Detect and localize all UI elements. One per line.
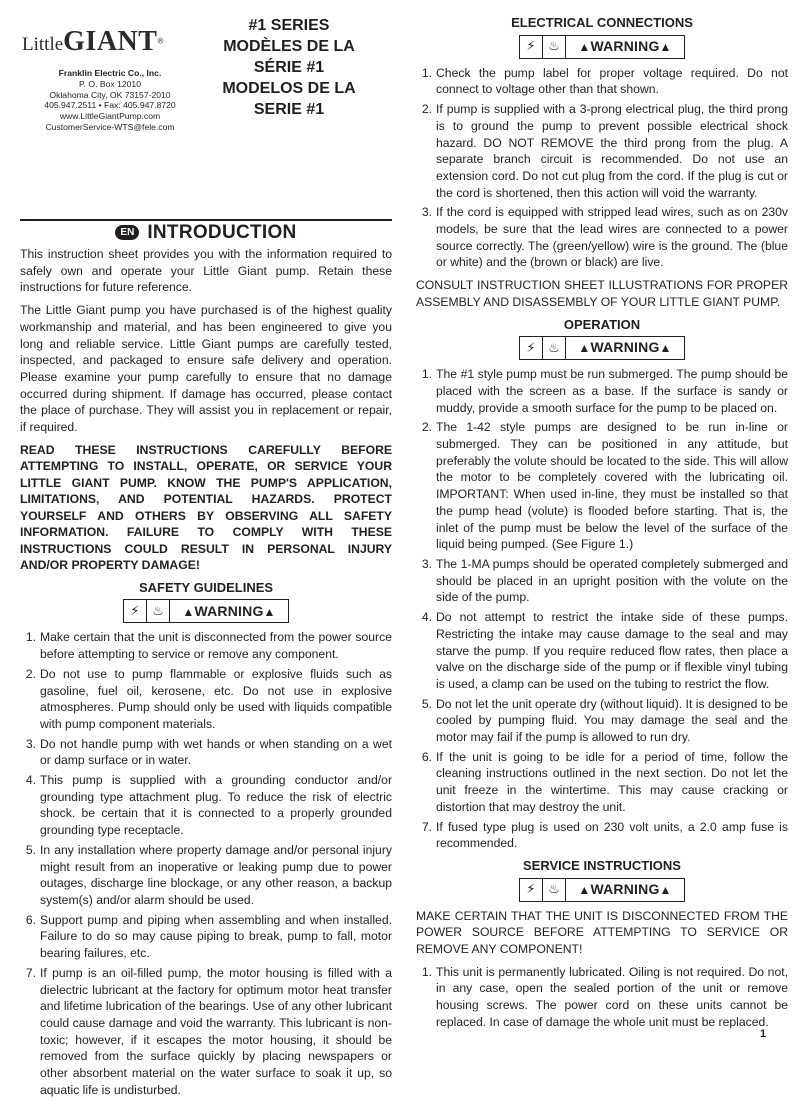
alert-triangle-icon: ▲	[659, 39, 672, 54]
service-warning-box	[519, 878, 685, 902]
service-instructions-title: SERVICE INSTRUCTIONS	[523, 857, 681, 873]
operation-title: OPERATION	[563, 316, 641, 332]
alert-triangle-icon: ▲	[578, 882, 591, 897]
safety-list	[20, 629, 392, 1098]
electric-shock-icon: ⚡	[124, 600, 147, 622]
address-web: www.LittleGiantPump.com	[59, 111, 161, 122]
alert-triangle-icon: ▲	[182, 604, 195, 619]
logo-giant: GIANT	[63, 26, 158, 57]
safety-guidelines-title: SAFETY GUIDELINES	[138, 579, 274, 595]
series-fr: MODÈLES DE LA SÉRIE #1	[223, 38, 355, 76]
service-notice: MAKE CERTAIN THAT THE UNIT IS DISCONNECTED FROM THE POWER SOURCE BEFORE ATTEMPTING TO SERVICE OR REMOVE ANY COMPONENT!	[416, 908, 788, 957]
warning-label: WARNING	[194, 602, 264, 619]
logo-little: Little	[22, 34, 64, 55]
warning-label: WARNING	[590, 37, 660, 54]
electrical-connections-title: ELECTRICAL CONNECTIONS	[511, 15, 693, 30]
list-item: 7. If pump is an oil-filled pump, the motor housing is filled with a dielectric lubricant at the factory for optimum motor heat transfer and lifetime lubrication of the bearings. Use of any other lubricant could cause damage and void the warranty. This lubricant is non-toxic; however, if it escapes the motor housing, it should be removed from the surface quickly by placing newspapers or other absorbent material on the water surface to soak it up, so aquatic life is undisturbed.	[25, 965, 392, 1097]
introduction-heading	[20, 219, 392, 244]
alert-triangle-icon: ▲	[578, 39, 591, 54]
list-item: 5. In any installation where property damage and/or personal injury might result from an inoperative or leaking pump due to power outages, discharge line blockage, or any other reason, a backup system(s) and/or alarm should be used.	[25, 842, 392, 907]
list-item: 4. This pump is supplied with a grounding conductor and/or grounding type attachment plug. To reduce the risk of electric shock. be certain that it is connected to a properly grounded grounding type receptacle.	[25, 773, 392, 838]
list-item: 6. Support pump and piping when assembling and when installed. Failure to do so may cause piping to break, pump to fall, motor bearing failures, etc.	[25, 912, 392, 961]
list-item: 3. The 1-MA pumps should be operated completely submerged and should be placed in an upright position with the volute on the side of the pump.	[421, 556, 788, 605]
alert-triangle-icon: ▲	[659, 882, 672, 897]
alert-triangle-icon: ▲	[578, 341, 591, 356]
electric-shock-icon: ⚡	[520, 879, 543, 901]
series-es: MODELOS DE LA SERIE #1	[222, 80, 356, 118]
fire-hazard-icon: ♨	[152, 603, 164, 619]
introduction-title: INTRODUCTION	[147, 221, 297, 243]
warning-label: WARNING	[590, 339, 660, 356]
company-address	[22, 68, 198, 133]
list-item: 4. Do not attempt to restrict the intake side of these pumps. Restricting the intake may cause damage to the seal and may starve the pump. If you require reduced flow rates, then place a valve on the discharge side of the pump or if flexible vinyl tubing is used, a clamp can be used on the tubing to restrict the flow.	[421, 610, 788, 691]
alert-triangle-icon: ▲	[659, 341, 672, 356]
intro-paragraph-2: The Little Giant pump you have purchased is of the highest quality workmanship and material, and has been engineered to give you long and reliable service. Little Giant pumps are carefully tested, inspected, and packaged to ensure safe delivery and operation. Please examine your pump carefully to ensure that no damage occurred during shipment. If damage has occurred, please contact the place of purchase. They will assist you in replacement or repair, if required.	[20, 303, 392, 435]
page-number: 1	[760, 1028, 767, 1040]
operation-list	[416, 366, 788, 852]
list-item: 5. Do not let the unit operate dry (without liquid). It is designed to be cooled by pumping fluid. You may damage the seal and the motor may fail if the pump is allowed to run dry.	[421, 696, 788, 745]
electrical-warning-box	[519, 35, 685, 59]
address-phone: 405.947.2511 • Fax: 405.947.8720	[44, 100, 176, 111]
list-item: 2. The 1-42 style pumps are designed to be run in-line or submerged. They can be positioned in any attitude, but preferably the volute should be located to the side. This will allow the motor to be completely covered with the lubricating oil. IMPORTANT: When used in-line, they must be installed so that the pump head (volute) is flooded before starting. That is, the inlet of the pump must be below the level of the surface of the liquid being pumped. (See Figure 1.)	[421, 420, 788, 552]
warning-label: WARNING	[590, 880, 660, 897]
address-city: Oklahoma City, OK 73157-2010	[49, 89, 171, 100]
series-title	[205, 15, 373, 120]
logo-registered: ®	[157, 36, 164, 46]
list-item: 3. Do not handle pump with wet hands or when standing on a wet or damp surface or in water.	[25, 736, 392, 768]
consult-notice: CONSULT INSTRUCTION SHEET ILLUSTRATIONS FOR PROPER ASSEMBLY AND DISASSEMBLY OF YOUR LITTLE GIANT PUMP.	[416, 278, 788, 309]
service-list	[416, 964, 788, 1031]
list-item: 7. If fused type plug is used on 230 volt units, a 2.0 amp fuse is recommended.	[421, 819, 788, 851]
fire-hazard-icon: ♨	[548, 339, 560, 355]
electric-shock-icon: ⚡	[520, 36, 543, 58]
list-item: 1. Check the pump label for proper voltage required. Do not connect to voltage other than that shown.	[421, 65, 788, 97]
list-item: 1. Make certain that the unit is disconnected from the power source before attempting to service or remove any component.	[25, 630, 392, 662]
intro-paragraph-1: This instruction sheet provides you with the information required to safely own and operate your Little Giant pump. Retain these instructions for future reference.	[20, 247, 392, 295]
list-item: 2. If pump is supplied with a 3-prong electrical plug, the third prong is to ground the pump to prevent possible electrical shock hazard. DO NOT REMOVE the third prong from the plug. A separate branch circuit is recommended. Do not use an extension cord. Do not cut plug from the cord. If the plug is cut or the cord is shortened, then this action will void the warranty.	[421, 102, 788, 200]
left-column	[20, 246, 392, 1104]
language-badge: EN	[115, 225, 139, 240]
address-email: CustomerService-WTS@fele.com	[45, 121, 175, 132]
safety-warning-box	[123, 599, 289, 623]
list-item: 6. If the unit is going to be idle for a period of time, follow the cleaning instructions outlined in the next section. Do not let the unit freeze in the wintertime. This may cause cracking or distortion that may destroy the unit.	[421, 749, 788, 814]
electric-shock-icon: ⚡	[520, 337, 543, 359]
company-name: Franklin Electric Co., Inc.	[58, 68, 162, 78]
list-item: 1. This unit is permanently lubricated. Oiling is not required. Do not, in any case, open the sealed portion of the unit or remove housing screws. The power cord on these units cannot be replaced. In case of damage the whole unit must be replaced.	[421, 964, 788, 1029]
list-item: 3. If the cord is equipped with stripped lead wires, such as on 230v models, be sure that the lead wires are connected to a power source correctly. The (green/yellow) wire is the ground. The (blue or white) and the (brown or black) are live.	[421, 205, 788, 270]
fire-hazard-icon: ♨	[548, 881, 560, 897]
operation-warning-box	[519, 336, 685, 360]
fire-hazard-icon: ♨	[548, 38, 560, 54]
brand-logo	[22, 26, 188, 56]
electrical-list	[416, 65, 788, 271]
address-pobox: P. O. Box 12010	[79, 78, 141, 89]
list-item: 1. The #1 style pump must be run submerged. The pump should be placed with the screen as a base. If the surface is sandy or muddy, provide a smooth surface for the pump to be placed on.	[421, 367, 788, 415]
read-instructions-notice: READ THESE INSTRUCTIONS CAREFULLY BEFORE ATTEMPTING TO INSTALL, OPERATE, OR SERVICE YOUR LITTLE GIANT PUMP. KNOW THE PUMP'S APPLICATION, LIMITATIONS, AND POTENTIAL HAZARDS. PROTECT YOURSELF AND OTHERS BY OBSERVING ALL SAFETY INFORMATION. FAILURE TO COMPLY WITH THESE INSTRUCTIONS COULD RESULT IN PERSONAL INJURY AND/OR PROPERTY DAMAGE!	[20, 442, 392, 573]
alert-triangle-icon: ▲	[263, 604, 276, 619]
list-item: 2. Do not use to pump flammable or explosive fluids such as gasoline, fuel oil, kerosene, etc. Do not use in explosive atmospheres. Pump should only be used with liquids compatible with pump component materials.	[25, 666, 392, 731]
series-en: #1 SERIES	[248, 17, 330, 34]
right-column	[416, 15, 788, 1037]
